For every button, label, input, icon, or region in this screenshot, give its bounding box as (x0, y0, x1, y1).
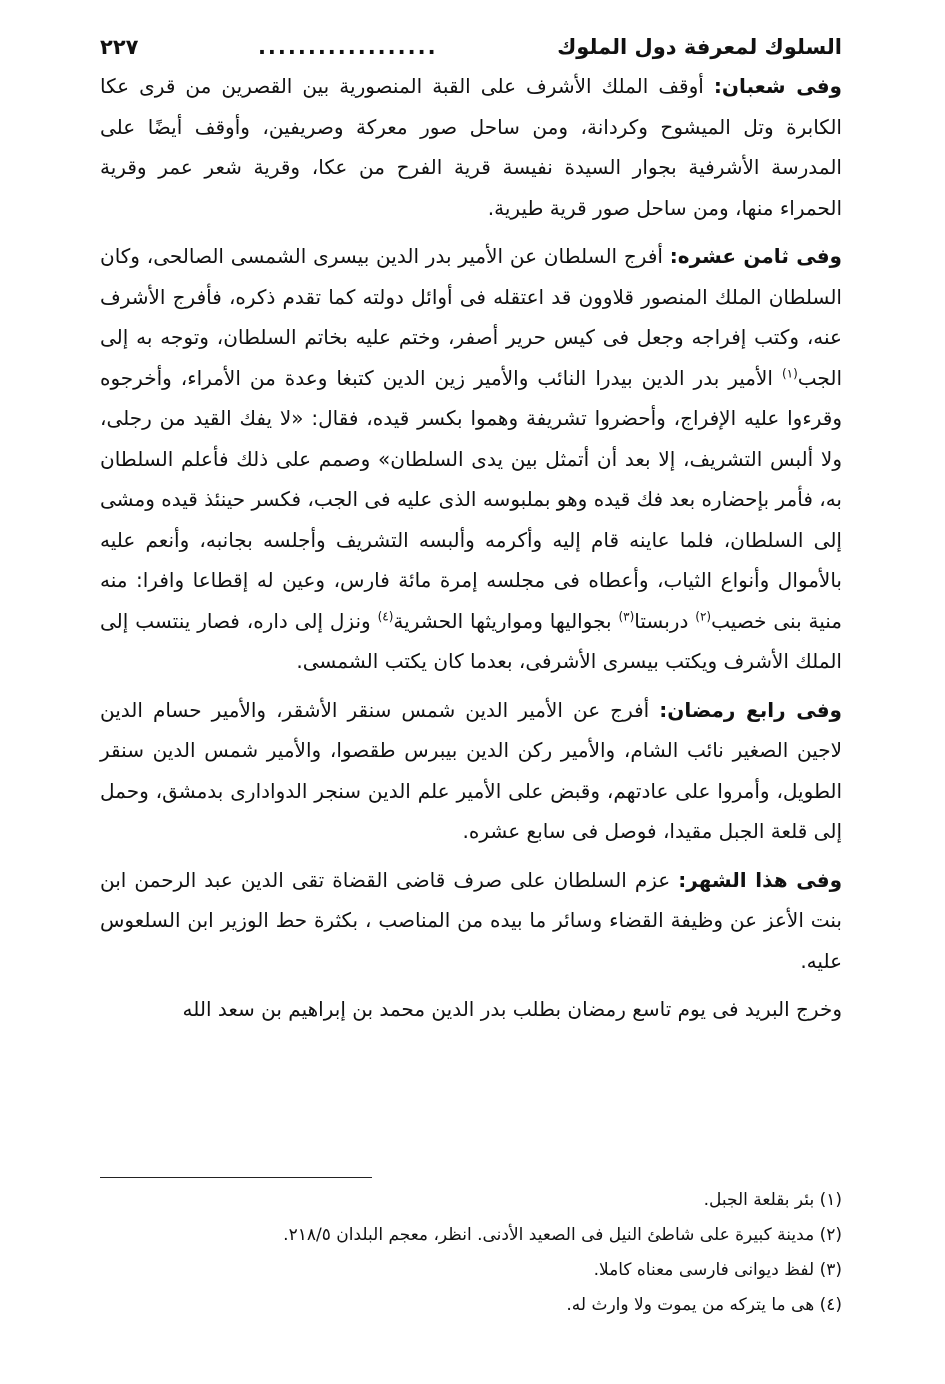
leader-dots: .................. (257, 35, 438, 59)
footnote-ref-4: (٤) (377, 608, 394, 623)
running-header (100, 28, 842, 66)
paragraph-text: بجواليها ومواريثها الحشرية (393, 608, 619, 633)
footnote-ref-2: (٢) (695, 608, 712, 623)
footnote-divider (100, 1177, 372, 1178)
paragraph-lead: وفى هذا الشهر: (678, 867, 842, 892)
book-title: السلوك لمعرفة دول الملوك (557, 35, 842, 59)
paragraph-eighteenth (100, 236, 842, 682)
paragraph-ramadan (100, 690, 842, 852)
page-body (100, 28, 842, 1030)
paragraph-text: أفرج عن الأمير الدين شمس سنقر الأشقر، والأمير حسام الدين لاجين الصغير نائب الشام، والأمير ركن الدين بيبرس طقصوا، والأمير شمس الدين سنقر الطويل، وأمروا على عادتهم، وقبض على الأمير علم الدين سنجر الدوادارى بدمشق، وحمل إلى قلعة الجبل مقيدا، فوصل فى سابع عشره. (100, 697, 842, 843)
footnote-1: (١) بئر بقلعة الجبل. (703, 1190, 842, 1210)
paragraph-text: ونزل إلى داره، فصار ينتسب إلى الملك الأشرف ويكتب بيسرى الأشرفى، بعدما كان يكتب الشمسى. (100, 608, 842, 673)
footnote-ref-1: (١) (781, 365, 798, 380)
paragraph-text: أفرج السلطان عن الأمير بدر الدين بيسرى الشمسى الصالحى، وكان السلطان الملك المنصور قلاوون قد اعتقله فى أوائل دولته كما تقدم ذكره، فأفرج الأشرف عنه، وكتب إفراجه وجعل فى كيس حرير أصفر، وختم عليه بخاتم السلطان، وتوجه به إلى الجب (100, 244, 842, 390)
page-number: ٢٢٧ (100, 35, 139, 59)
footnote-ref-3: (٣) (618, 608, 635, 623)
paragraph-text: الأمير بدر الدين بيدرا النائب والأمير زين الدين كتبغا وعدة من الأمراء، وأخرجوه وقرءوا عليه الإفراج، وأحضروا تشريفة وهموا بكسر قيده، فقال: «لا يفك القيد من رجلى، ولا ألبس التشريف، إلا بعد أن أتمثل بين يدى السلطان» وصمم على ذلك فأعلم السلطان به، فأمر بإحضاره بعد فك قيده وهو بملبوسه الذى عليه فى الجب، فكسر حينئذ قيده ومشى إلى السلطان، فلما عاينه قام إليه وأكرمه وألبسه التشريف وأجلسه بجانبه، وأنعم عليه بالأموال وأنواع الثياب، وأعطاه فى مجلسه إمرة مائة فارس، وعين له إقطاعا وافرا: منه منية بنى خصيب (100, 365, 843, 633)
paragraph-lead: وفى شعبان: (713, 74, 842, 98)
paragraph-text: وخرج البريد فى يوم تاسع رمضان بطلب بدر الدين محمد بن إبراهيم بن سعد الله (182, 997, 842, 1021)
paragraph-text: عزم السلطان على صرف قاضى القضاة تقى الدين عبد الرحمن ابن بنت الأعز عن وظيفة القضاء وسائر ما بيده من المناصب ، بكثرة حط الوزير ابن السلعوس عليه. (100, 867, 842, 973)
footnote-2: (٢) مدينة كبيرة على شاطئ النيل فى الصعيد الأدنى. انظر، معجم البلدان ٢١٨/٥. (283, 1225, 842, 1245)
paragraph-this-month (100, 860, 842, 982)
paragraph-shaban (100, 66, 842, 228)
paragraph-lead: وفى رابع رمضان: (659, 697, 842, 722)
footnotes (100, 1183, 842, 1323)
paragraph-text: أوقف الملك الأشرف على القبة المنصورية بين القصرين من قرى عكا الكابرة وتل الميشوح وكردانة، ومن ساحل صور معركة وصريفين، وأوقف أيضًا على المدرسة الأشرفية بجوار السيدة نفيسة قرية الفرح من عكا، وقرية شعر عمر وقرية الحمراء منها، ومن ساحل صور قرية طيرية. (100, 74, 842, 220)
paragraph-postal (100, 989, 842, 1030)
footnote-4: (٤) هى ما يتركه من يموت ولا وارث له. (566, 1295, 842, 1315)
paragraph-text: دربستا (634, 608, 696, 633)
paragraph-lead: وفى ثامن عشره: (669, 244, 842, 268)
footnote-3: (٣) لفظ ديوانى فارسى معناه كاملا. (593, 1260, 842, 1280)
